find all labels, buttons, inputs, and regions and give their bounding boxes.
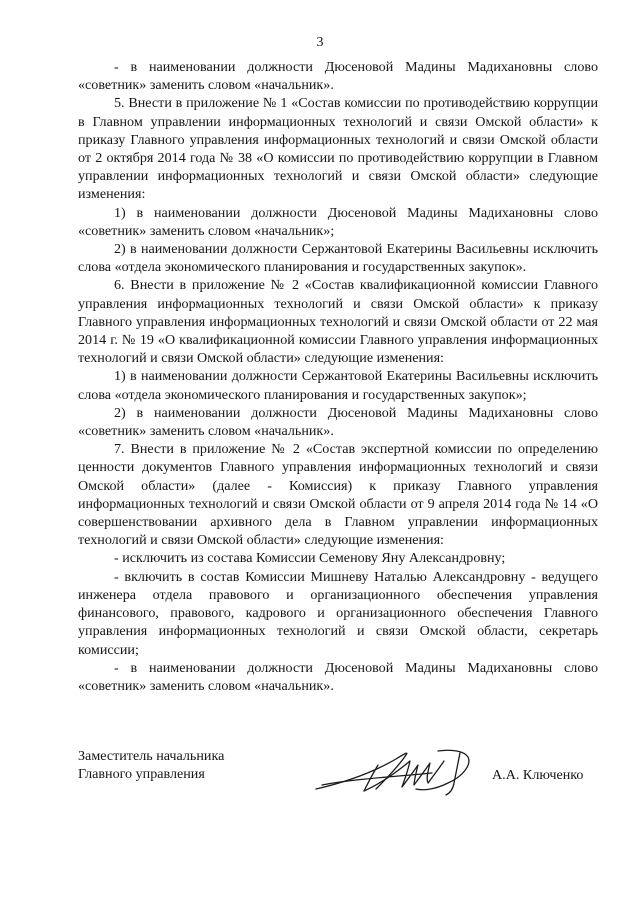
paragraph-item-5-sub-2: 2) в наименовании должности Сержантовой Екатерины Васильевны исключить слова «отдела экономического планирования и государственных закупок». bbox=[78, 241, 598, 276]
signature-block bbox=[78, 747, 598, 807]
signatory-name: А.А. Ключенко bbox=[492, 767, 584, 783]
signatory-position-line-2: Главного управления bbox=[78, 766, 205, 783]
paragraph-item-7-include: - включить в состав Комиссии Мишневу Наталью Александровну - ведущего инженера отдела правового и организационного обеспечения управления финансового, правового, кадрового и организационного обеспечения Главного управления информационных технологий и связи Омской области, секретарь комиссии; bbox=[78, 568, 598, 658]
paragraph-item-7: 7. Внести в приложение № 2 «Состав экспертной комиссии по определению ценности документов Главного управления информационных технологий и связи Омской области» (далее - Комиссия) к приказу Главного управления информационных технологий и связи Омской области от 9 апреля 2014 года № 14 «О совершенствовании архивного дела в Главном управлении информационных технологий и связи Омской области» следующие изменения: bbox=[78, 441, 598, 549]
paragraph-item-6-sub-2: 2) в наименовании должности Дюсеновой Мадины Мадихановны слово «советник» заменить словом «начальник». bbox=[78, 404, 598, 440]
paragraph-item-6: 6. Внести в приложение № 2 «Состав квалификационной комиссии Главного управления информационных технологий и связи Омской области» к приказу Главного управления информационных технологий и связи Омской области от 22 мая 2014 г. № 19 «О квалификационной комиссии Главного управления информационных технологий и связи Омской области» следующие изменения: bbox=[78, 277, 598, 367]
document-body bbox=[78, 58, 598, 695]
paragraph-item-7-rename: - в наименовании должности Дюсеновой Мадины Мадихановны слово «советник» заменить словом «начальник». bbox=[78, 659, 598, 694]
paragraph-dyusenova-title-change: - в наименовании должности Дюсеновой Мадины Мадихановны слово «советник» заменить словом «начальник». bbox=[78, 59, 598, 94]
signatory-position-line-1: Заместитель начальника bbox=[78, 748, 225, 764]
page-number: 3 bbox=[316, 35, 324, 50]
paragraph-item-6-sub-1: 1) в наименовании должности Сержантовой Екатерины Васильевны исключить слова «отдела экономического планирования и государственных закупок»; bbox=[78, 368, 598, 403]
paragraph-item-7-exclude: - исключить из состава Комиссии Семенову Яну Александровну; bbox=[114, 550, 506, 567]
paragraph-item-5-sub-1: 1) в наименовании должности Дюсеновой Мадины Мадихановны слово «советник» заменить словом «начальник»; bbox=[78, 204, 598, 239]
signatory-position bbox=[78, 747, 224, 783]
paragraph-item-5: 5. Внести в приложение № 1 «Состав комиссии по противодействию коррупции в Главном управлении информационных технологий и связи Омской области» к приказу Главного управления информационных технологий и связи Омской области от 2 октября 2014 года № 38 «О комиссии по противодействию коррупции в Главном управлении информационных технологий и связи Омской области» следующие изменения: bbox=[78, 95, 598, 203]
handwritten-signature bbox=[312, 743, 482, 799]
